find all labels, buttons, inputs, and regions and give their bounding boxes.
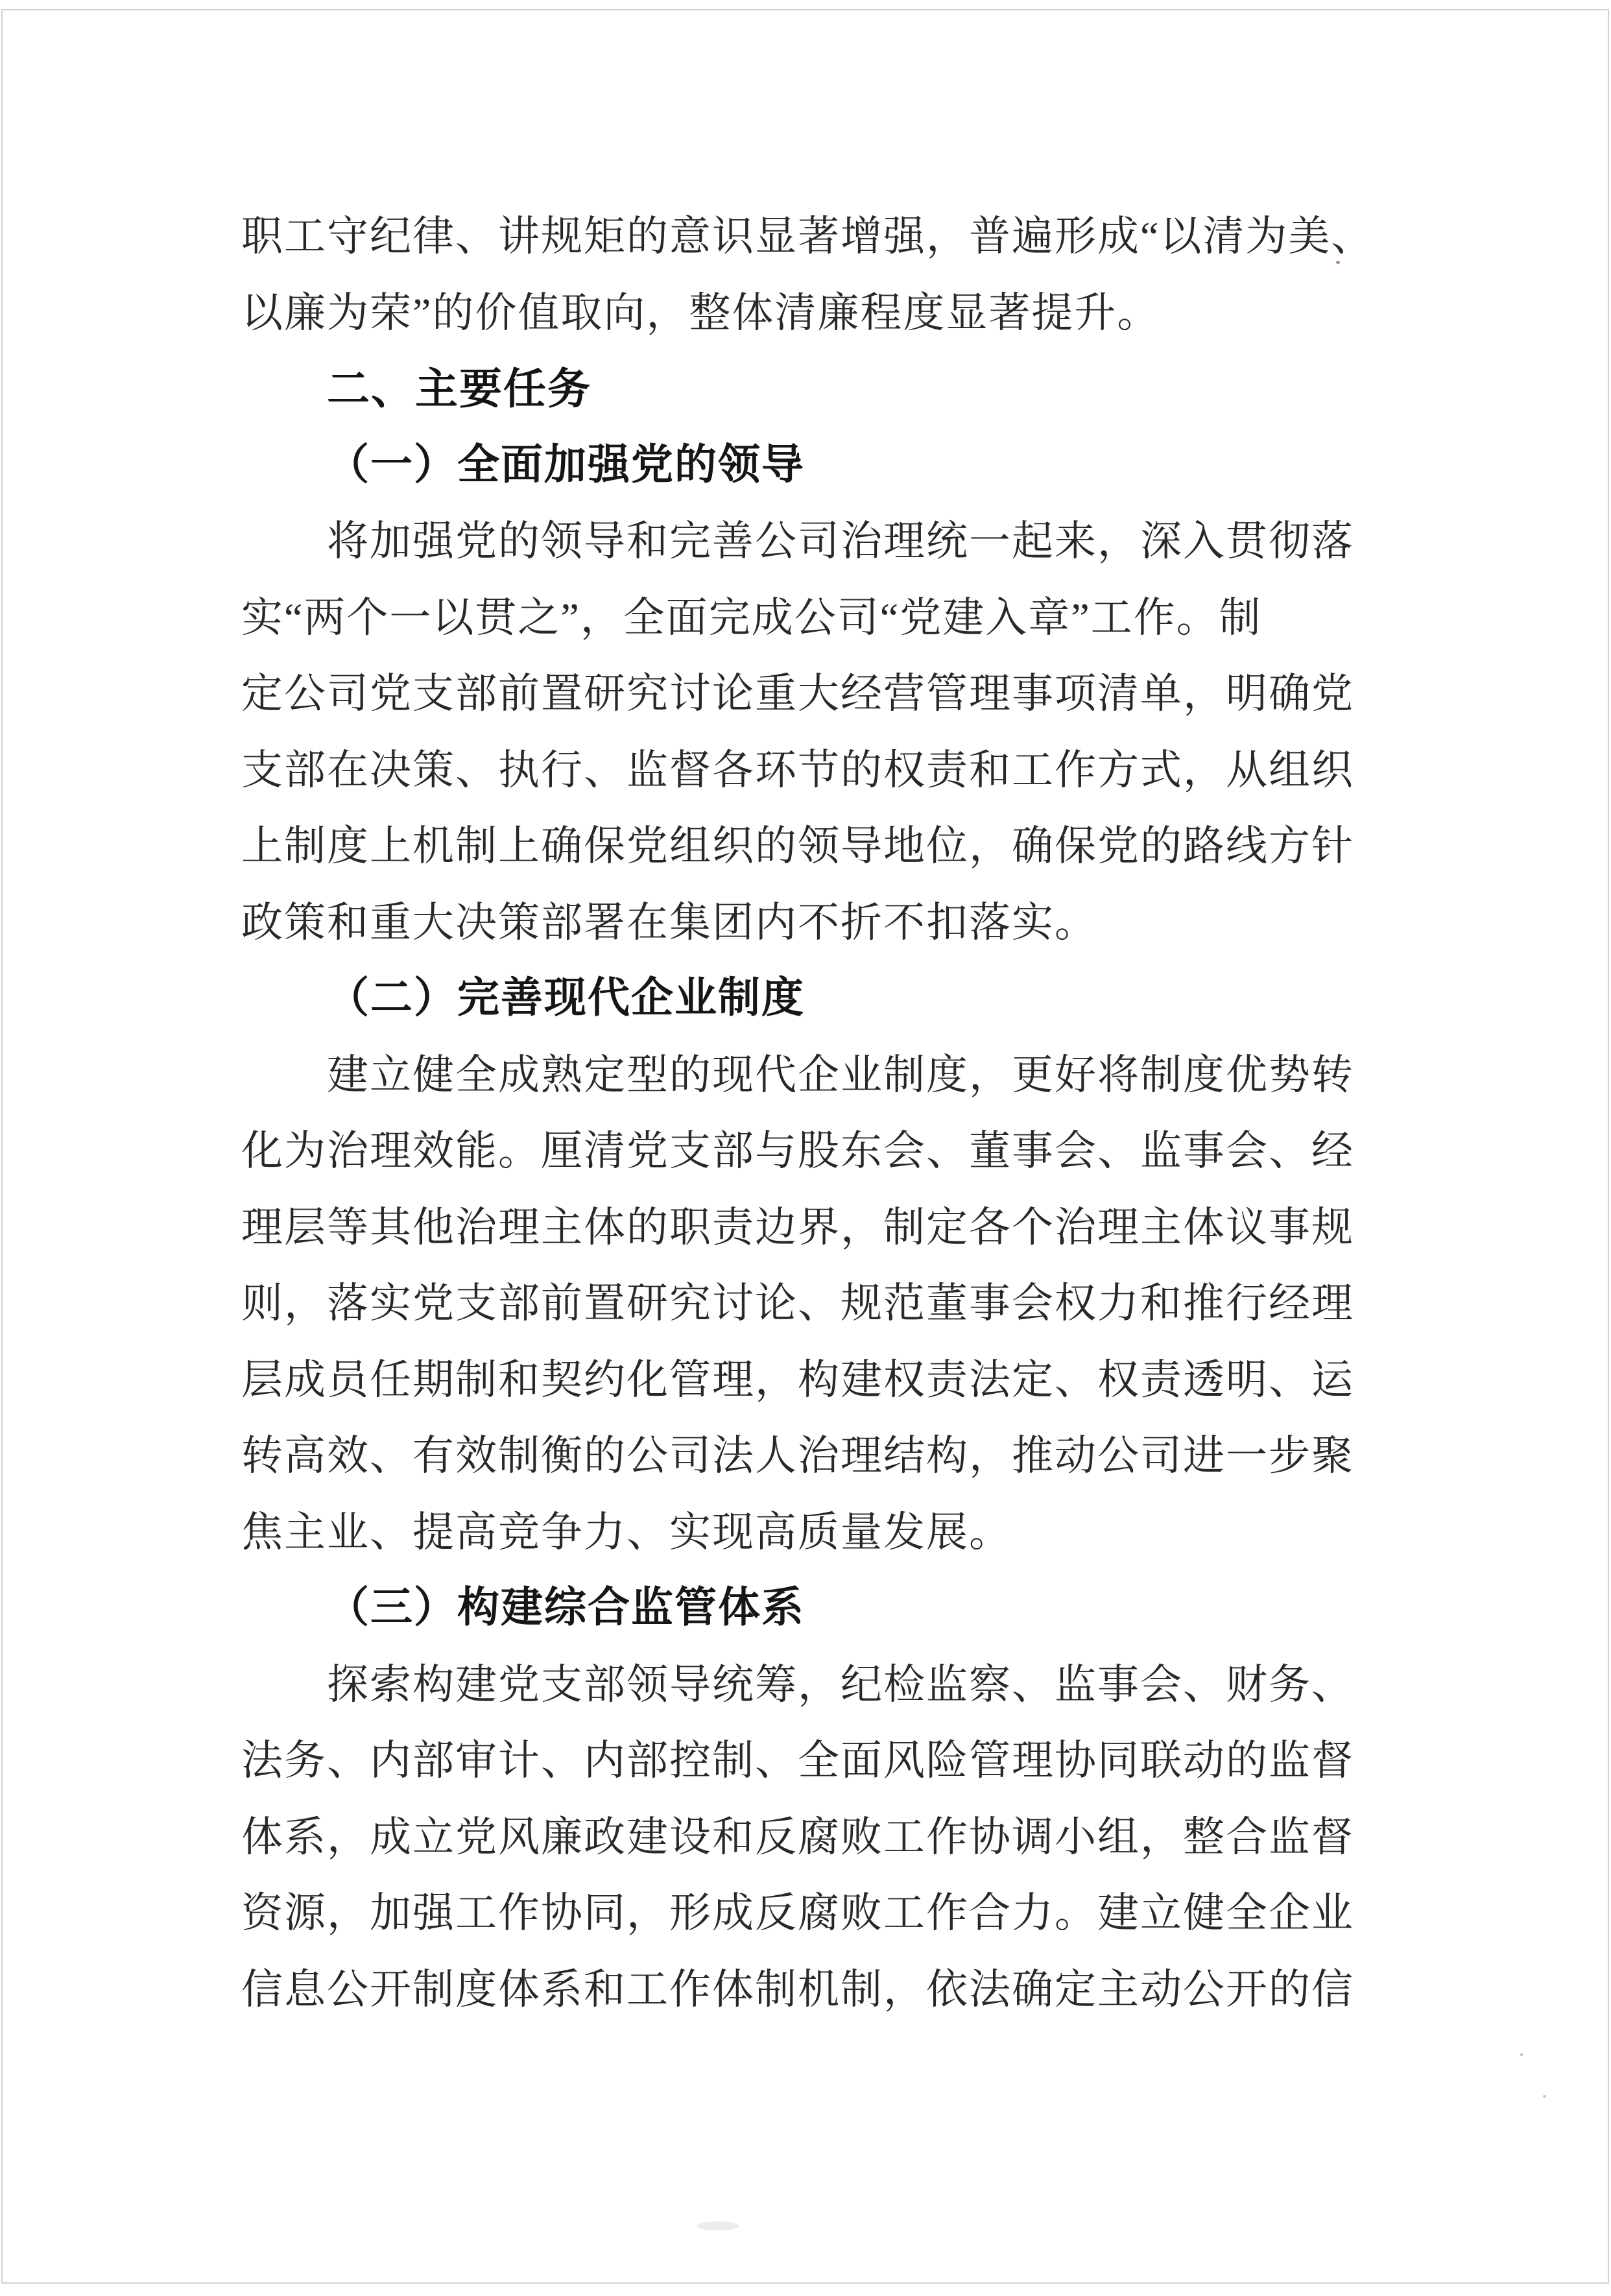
body-line: 将加强党的领导和完善公司治理统一起来，深入贯彻落	[327, 518, 1354, 564]
body-line: 体系，成立党风廉政建设和反腐败工作协调小组，整合监督	[241, 1813, 1354, 1860]
scan-smudge	[697, 2221, 739, 2230]
body-line: 资源，加强工作协同，形成反腐败工作合力。建立健全企业	[241, 1890, 1354, 1936]
scan-speck-red	[1336, 261, 1340, 264]
body-line: 信息公开制度体系和工作体制机制，依法确定主动公开的信	[241, 1966, 1354, 2013]
body-line: 法务、内部审计、内部控制、全面风险管理协同联动的监督	[241, 1738, 1354, 1784]
body-line: 焦主业、提高竞争力、实现高质量发展。	[241, 1509, 1012, 1555]
body-line: 转高效、有效制衡的公司法人治理结构，推动公司进一步聚	[241, 1433, 1354, 1479]
body-line: 建立健全成熟定型的现代企业制度，更好将制度优势转	[327, 1051, 1354, 1098]
body-line: 探索构建党支部领导统筹，纪检监察、监事会、财务、	[327, 1661, 1354, 1708]
document-content	[241, 198, 1374, 2027]
body-line: 层成员任期制和契约化管理，构建权责法定、权责透明、运	[241, 1356, 1354, 1403]
body-line: 职工守纪律、讲规矩的意识显著增强，普遍形成“以清为美、	[241, 213, 1374, 259]
body-line: 实“两个一以贯之”，全面完成公司“党建入章”工作。制	[241, 594, 1262, 641]
body-line: 定公司党支部前置研究讨论重大经营管理事项清单，明确党	[241, 671, 1354, 717]
body-line: 以廉为荣”的价值取向，整体清廉程度显著提升。	[241, 289, 1160, 336]
subsection-heading: （一）全面加强党的领导	[327, 441, 806, 488]
body-line: 理层等其他治理主体的职责边界，制定各个治理主体议事规	[241, 1204, 1354, 1250]
section-heading: 二、主要任务	[327, 365, 591, 413]
body-line: 则，落实党支部前置研究讨论、规范董事会权力和推行经理	[241, 1280, 1354, 1326]
subsection-heading: （二）完善现代企业制度	[327, 975, 806, 1022]
scan-speck	[1543, 2095, 1546, 2098]
scan-speck	[1520, 2053, 1523, 2056]
body-line: 上制度上机制上确保党组织的领导地位，确保党的路线方针	[241, 823, 1354, 869]
body-line: 政策和重大决策部署在集团内不折不扣落实。	[241, 899, 1097, 946]
body-line: 支部在决策、执行、监督各环节的权责和工作方式，从组织	[241, 747, 1354, 793]
body-line: 化为治理效能。厘清党支部与股东会、董事会、监事会、经	[241, 1128, 1354, 1174]
subsection-heading: （三）构建综合监管体系	[327, 1584, 806, 1631]
